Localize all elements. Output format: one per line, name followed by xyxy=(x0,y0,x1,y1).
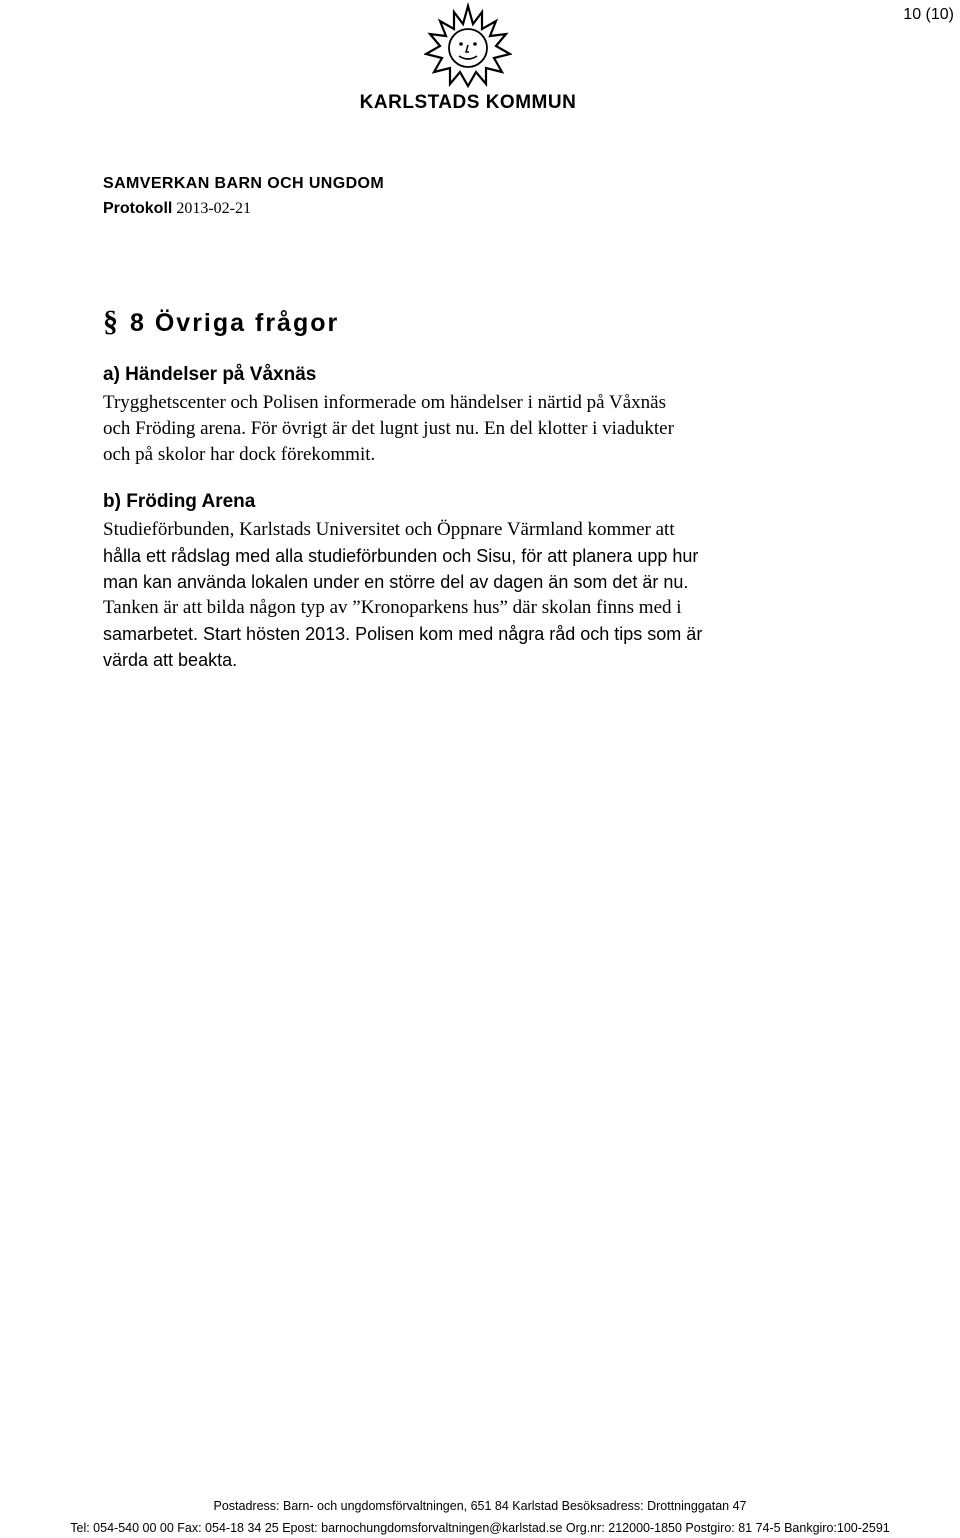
item-b-line: hålla ett rådslag med alla studieförbunden och Sisu, för att planera upp hur xyxy=(103,546,699,566)
protocol-date: 2013-02-21 xyxy=(176,200,251,217)
karlstads-kommun-logo xyxy=(348,2,588,114)
department-title: SAMVERKAN BARN OCH UNGDOM xyxy=(103,175,385,192)
item-b-line: Tanken är att bilda någon typ av ”Kronoparkens hus” där skolan finns med i xyxy=(103,597,682,618)
section-heading xyxy=(103,305,339,339)
section-symbol: § xyxy=(103,305,120,338)
item-a-body xyxy=(103,390,833,468)
sun-face-logo-icon xyxy=(424,2,512,90)
footer-contact: Tel: 054-540 00 00 Fax: 054-18 34 25 Epost: barnochungdomsforvaltningen@karlstad.se Org.nr: 212000-1850 Postgiro: 81 74-5 Bankgiro:100-2591 xyxy=(70,1521,890,1535)
item-b-heading: b) Fröding Arena xyxy=(103,491,256,512)
item-b-line: man kan använda lokalen under en större del av dagen än som det är nu. xyxy=(103,572,689,592)
item-a-line: och Fröding arena. För övrigt är det lugnt just nu. En del klotter i viadukter xyxy=(103,418,674,439)
protocol-line xyxy=(103,200,251,218)
item-b-line: värda att beakta. xyxy=(103,650,238,670)
item-b-line: samarbetet. Start hösten 2013. Polisen kom med några råd och tips som är xyxy=(103,624,703,644)
footer-address: Postadress: Barn- och ungdomsförvaltningen, 651 84 Karlstad Besöksadress: Drottninggatan 47 xyxy=(213,1499,747,1513)
item-b-body xyxy=(103,517,833,673)
protocol-label: Protokoll xyxy=(103,200,173,217)
logo-text: KARLSTADS KOMMUN xyxy=(359,92,577,113)
item-a-heading: a) Händelser på Våxnäs xyxy=(103,364,317,385)
page-number: 10 (10) xyxy=(903,6,954,23)
section-title: 8 Övriga frågor xyxy=(130,309,340,337)
item-a-line: och på skolor har dock förekommit. xyxy=(103,444,376,465)
item-b-line: Studieförbunden, Karlstads Universitet och Öppnare Värmland kommer att xyxy=(103,519,675,540)
item-a-line: Trygghetscenter och Polisen informerade om händelser i närtid på Våxnäs xyxy=(103,392,666,413)
